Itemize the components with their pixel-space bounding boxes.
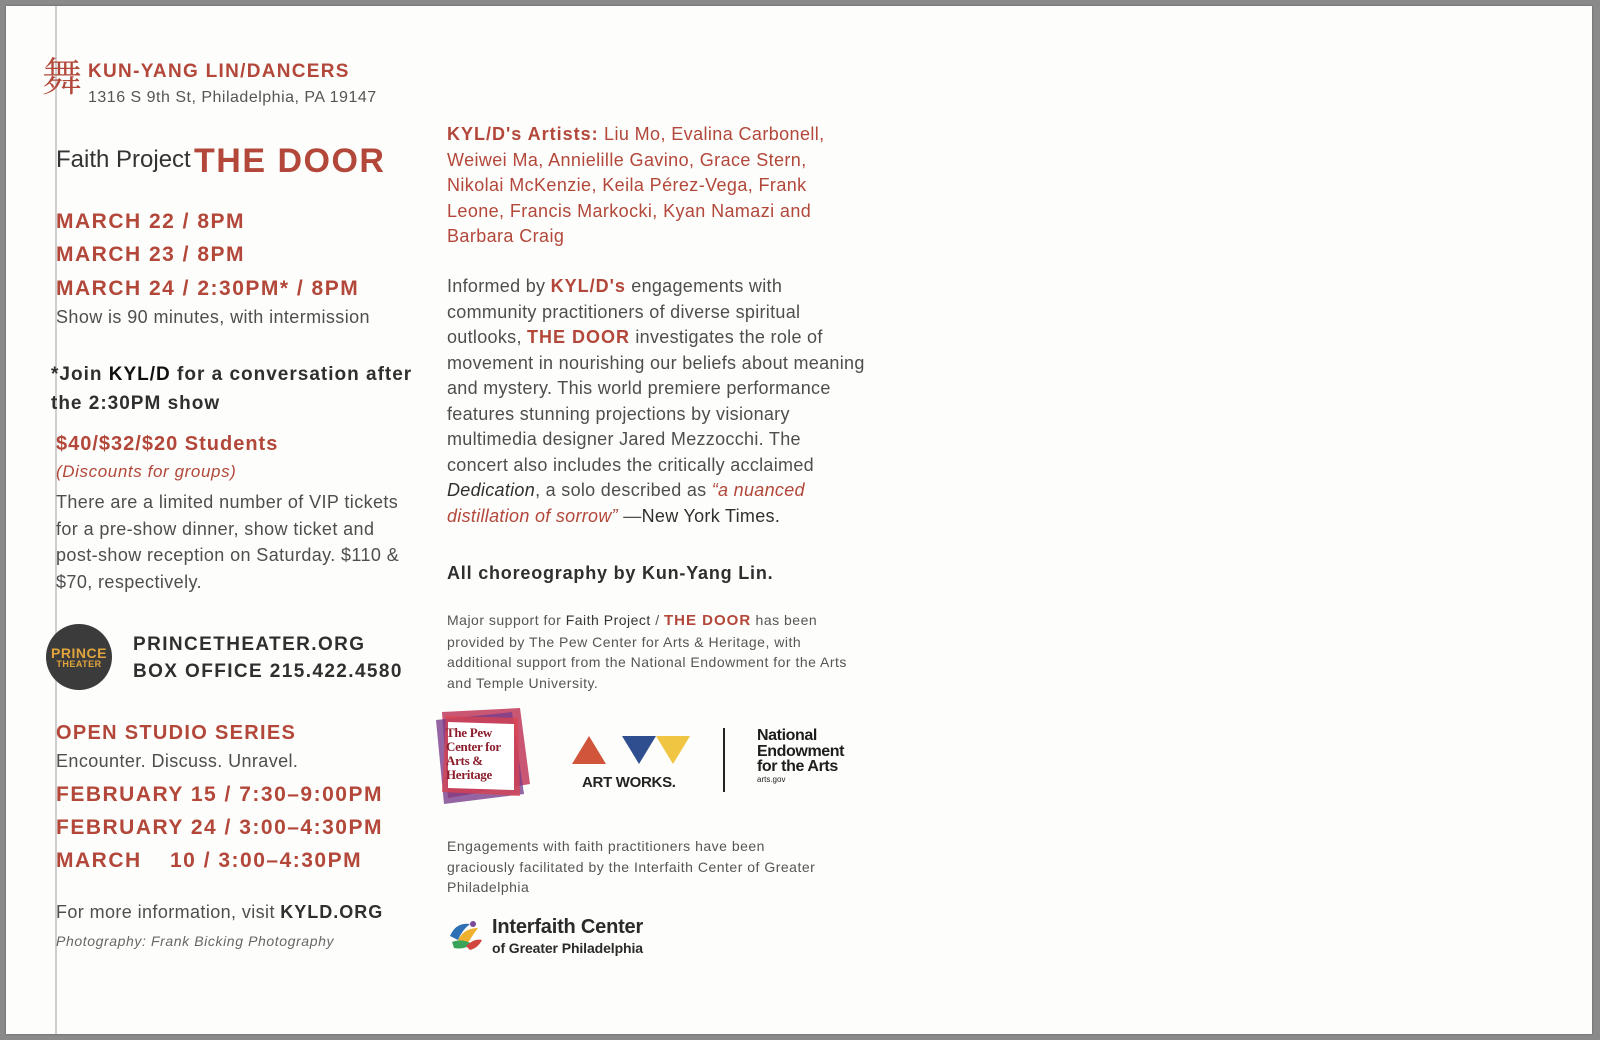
artists-list: KYL/D's Artists: Liu Mo, Evalina Carbonell, Weiwei Ma, Annielille Gavino, Grace Stern, Nikolai McKenzie, Keila Pérez-Vega, Frank Leone, Francis Markocki, Kyan Namazi and Barbara Craig xyxy=(447,124,825,246)
org-name: KUN-YANG LIN/DANCERS xyxy=(88,61,350,82)
photo-credit: Photography: Frank Bicking Photography xyxy=(56,933,335,949)
logo-divider xyxy=(723,728,725,792)
org-address: 1316 S 9th St, Philadelphia, PA 19147 xyxy=(88,89,377,106)
show-description: Informed by KYL/D's engagements with community practitioners of diverse spiritual outlooks, THE DOOR investigates the role of movement in nourishing our beliefs about meaning and mystery. This world premiere performance features stunning projections by visionary multimedia designer Jared Mezzocchi. The concert also includes the critically acclaimed Dedication, a solo described as “a nuanced distillation of sorrow” —New York Times. xyxy=(447,276,865,526)
conversation-note: *Join KYL/D for a conversation after the 2:30PM show xyxy=(51,364,413,414)
show-title: THE DOOR xyxy=(194,142,386,180)
performance-date: MARCH 22 / 8PM xyxy=(56,210,246,233)
prince-theater-logo: PRINCE THEATER xyxy=(46,624,112,690)
studio-date: FEBRUARY 15 / 7:30–9:00PM xyxy=(56,783,383,806)
show-duration: Show is 90 minutes, with intermission xyxy=(56,307,370,327)
vip-info: There are a limited number of VIP tickets for a pre-show dinner, show ticket and post-show reception on Saturday. $110 & $70, respectively. xyxy=(56,492,400,592)
support-credit: Major support for Faith Project / THE DOOR has been provided by The Pew Center for Arts & Heritage, with additional support from the National Endowment for the Arts and Temple University. xyxy=(447,612,847,691)
postcard-back xyxy=(6,6,1592,1034)
nea-logo: National Endowment for the Arts arts.gov xyxy=(757,727,845,784)
interfaith-center-name: Interfaith Center xyxy=(492,916,644,938)
performance-date: MARCH 24 / 2:30PM* / 8PM xyxy=(56,277,360,300)
studio-date: MARCH 10 / 3:00–4:30PM xyxy=(56,849,363,872)
ticket-price: $40/$32/$20 Students xyxy=(56,433,279,455)
engagement-credit: Engagements with faith practitioners have been graciously facilitated by the Interfaith Center of Greater Philadelphia xyxy=(447,838,816,895)
more-info: For more information, visit KYLD.ORG xyxy=(56,902,384,922)
pew-center-logo: The Pew Center for Arts & Heritage xyxy=(434,706,534,806)
title-prefix: Faith Project xyxy=(56,146,191,173)
group-discount: (Discounts for groups) xyxy=(56,462,237,481)
interfaith-center-location: of Greater Philadelphia xyxy=(492,940,643,956)
studio-tagline: Encounter. Discuss. Unravel. xyxy=(56,751,299,771)
interfaith-center-logo xyxy=(446,916,484,954)
choreography-credit: All choreography by Kun-Yang Lin. xyxy=(447,563,774,583)
studio-series-title: OPEN STUDIO SERIES xyxy=(56,722,297,744)
dance-glyph-logo: 舞 xyxy=(42,55,82,101)
box-office: BOX OFFICE 215.422.4580 xyxy=(133,661,403,682)
theater-website: PRINCETHEATER.ORG xyxy=(133,634,366,655)
studio-date: FEBRUARY 24 / 3:00–4:30PM xyxy=(56,816,383,839)
performance-date: MARCH 23 / 8PM xyxy=(56,243,246,266)
art-works-logo: ART WORKS. xyxy=(572,730,702,800)
